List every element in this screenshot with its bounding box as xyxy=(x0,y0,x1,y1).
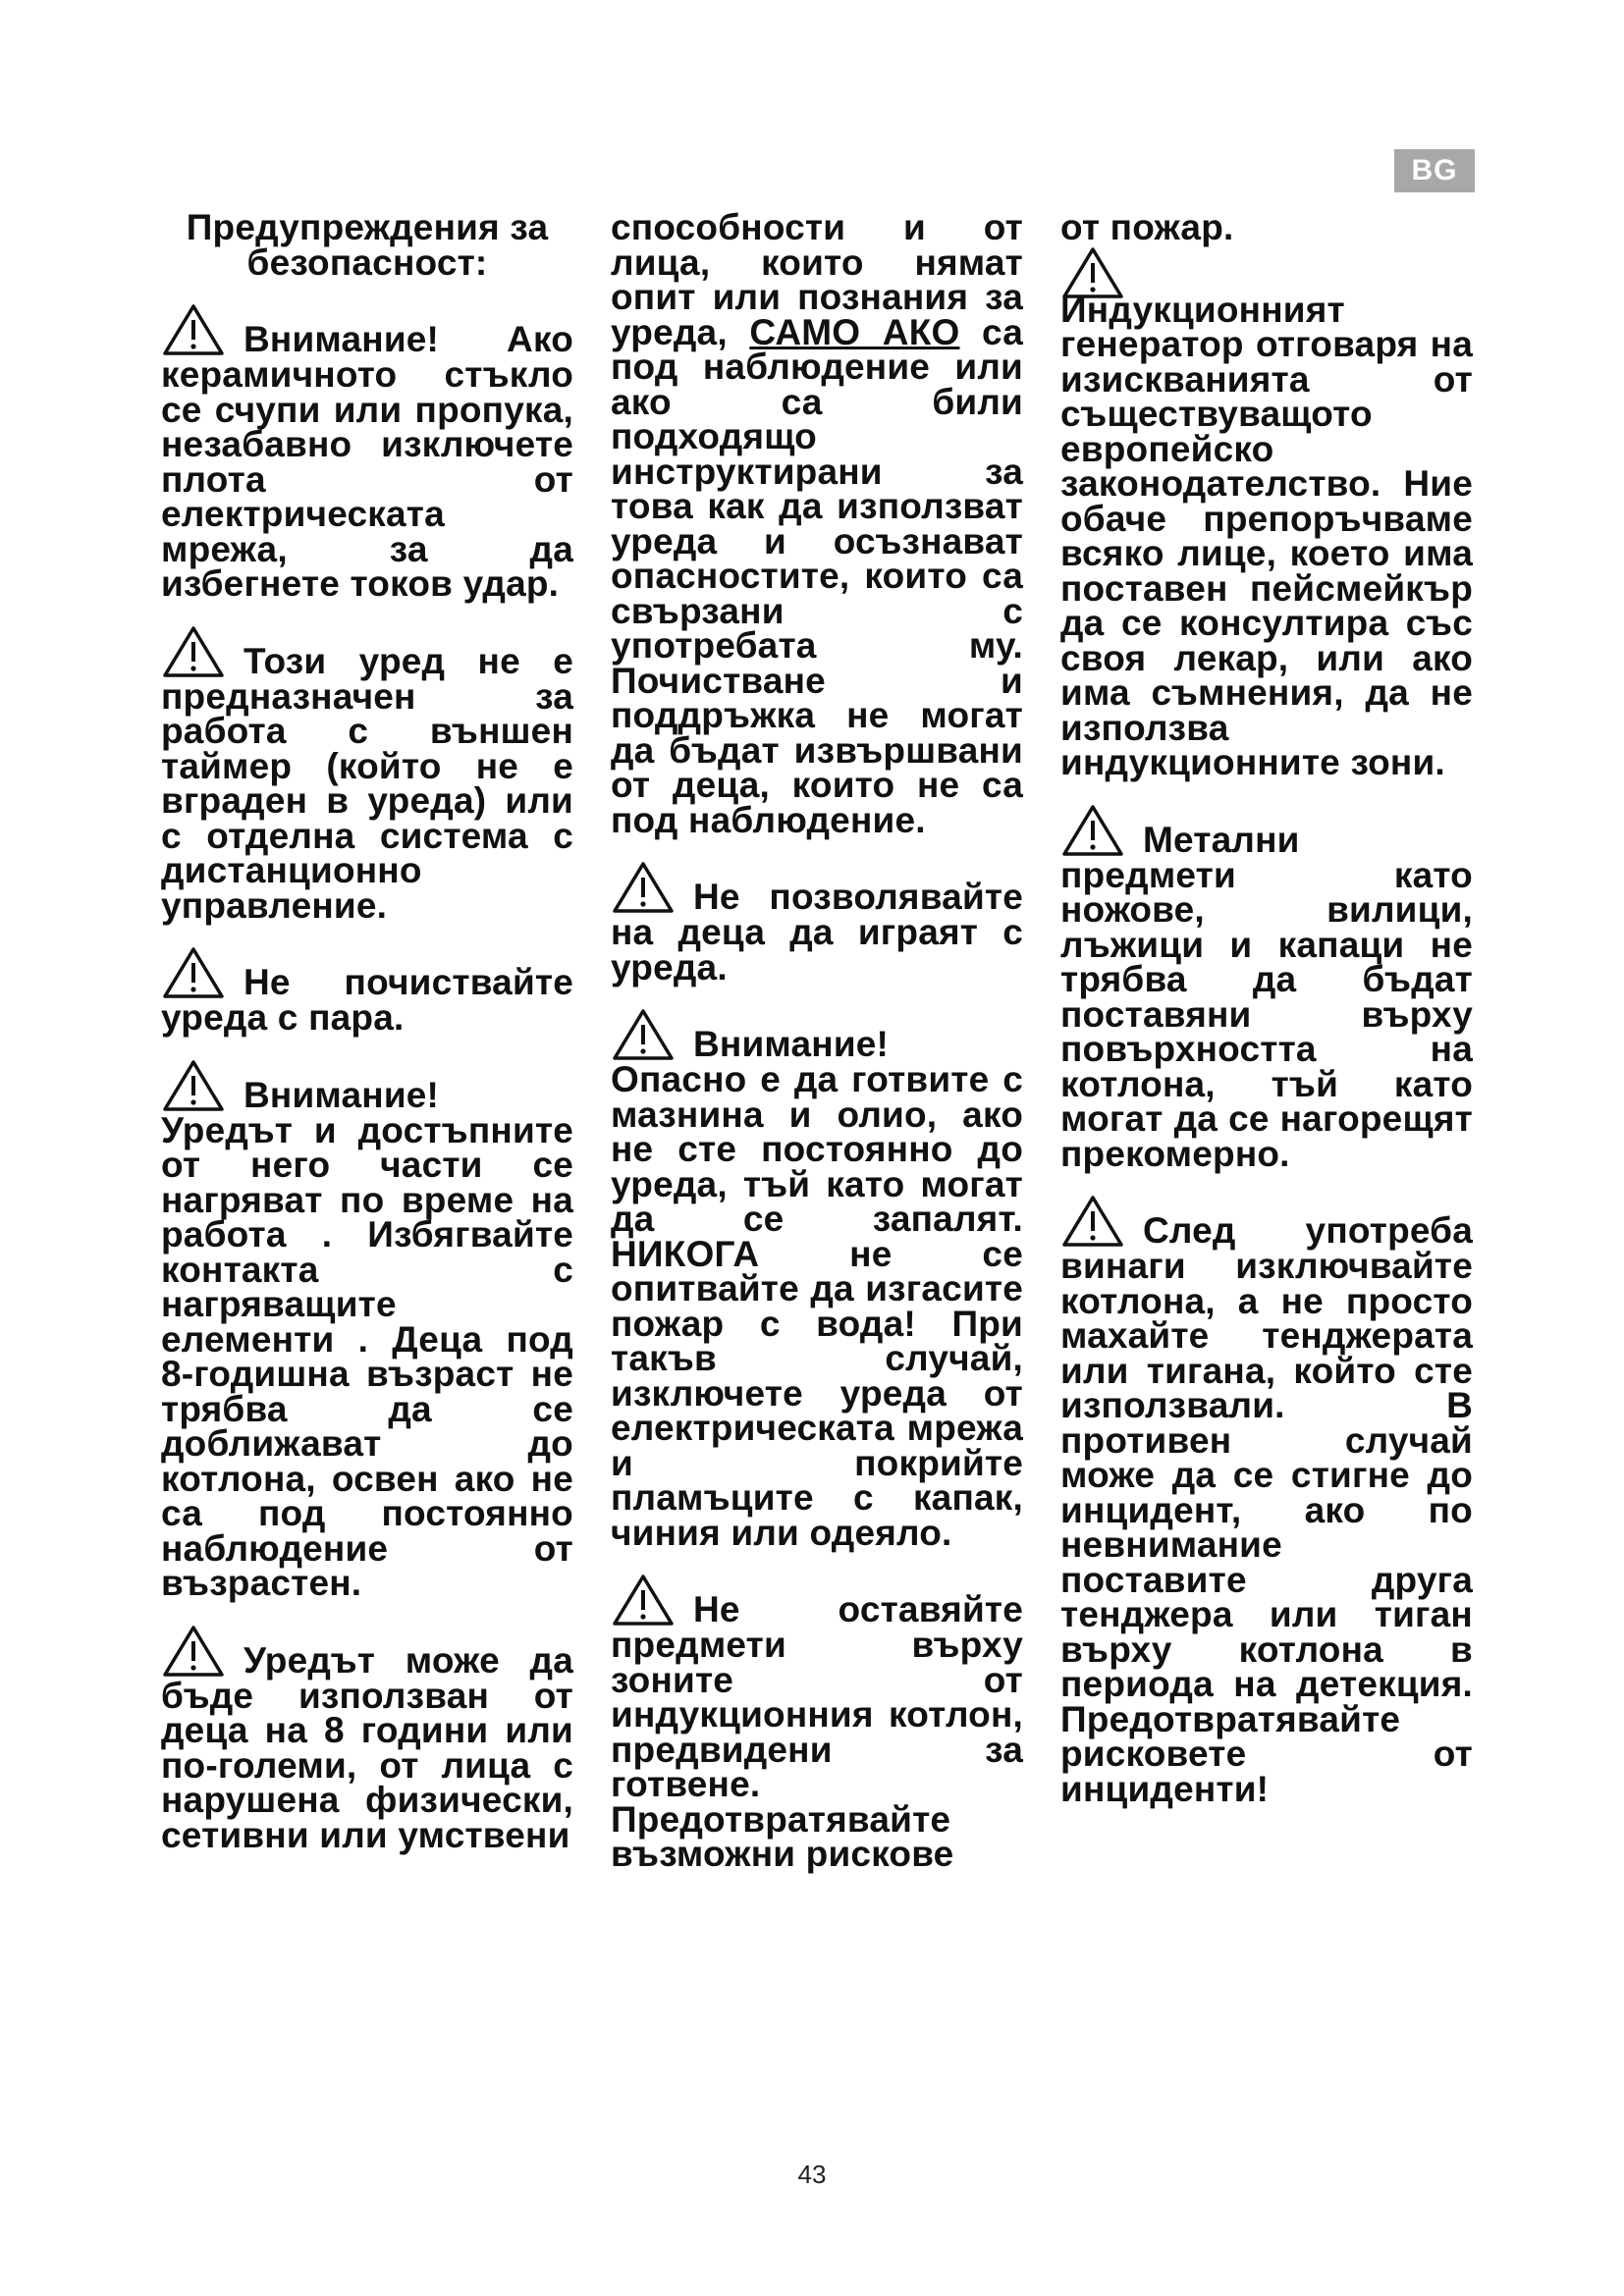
warning-hot-parts xyxy=(161,1058,573,1601)
safety-heading: Предупреждения за безопасност: xyxy=(186,207,549,283)
warning-triangle-icon xyxy=(161,624,226,679)
warning-triangle-icon xyxy=(161,302,226,357)
warning-text: След употреба винаги изключвайте котлона, а не просто махайте тенджерата или тигана, който сте използвали. В противен случай може да се стигне до инцидент, ако по невнимание поставите друга тенджера или тиган върху котлона в периода на детекция. Предотвратявайте рисковете от инциденти! xyxy=(1060,1210,1473,1809)
warning-text: Метални предмети като ножове, вилици, лъжици и капаци не трябва да бъдат поставяни върху повърхността на котлона, тъй като могат да се нагорещят прекомерно. xyxy=(1060,819,1473,1174)
warning-metal-objects xyxy=(1060,803,1473,1172)
warning-triangle-icon xyxy=(611,1007,676,1062)
warning-triangle-icon xyxy=(161,945,226,1000)
warning-glass-crack xyxy=(161,302,573,602)
warning-text: Не позволявайте на деца да играят с уреда. xyxy=(611,877,1023,988)
warning-text: Внимание! Ако керамичното стъкло се счупи или пропука, незабавно изключете плота от електрическата мрежа, за да избегнете токов удар. xyxy=(161,319,573,604)
warning-text: Не оставяйте предмети върху зоните от индукционния котлон, предвидени за готвене. Предотвратявайте възможни рискове xyxy=(611,1589,1023,1874)
icon-line xyxy=(1060,245,1473,291)
column-1 xyxy=(161,207,573,1855)
warning-triangle-icon xyxy=(1060,1194,1125,1249)
text-segment: способности и от лица, които нямат опит или познания за уреда, xyxy=(611,207,1023,352)
warning-text: Уредът може да бъде използван от деца на 8 години или по-големи, от лица с нарушена физически, сетивни или умствени xyxy=(161,1639,573,1855)
page-number: 43 xyxy=(797,2160,827,2189)
warning-switch-off xyxy=(1060,1194,1473,1809)
column-3 xyxy=(1060,207,1473,1809)
underlined-emphasis: САМО АКО xyxy=(749,311,960,352)
warning-external-timer xyxy=(161,624,573,924)
warning-text: Този уред не е предназначен за работа с външен таймер (който не е вграден в уреда) или с отделна система с дистанционно управление. xyxy=(161,640,573,926)
warning-triangle-icon xyxy=(611,860,676,915)
warning-text: Внимание! Уредът и достъпните от него части се нагряват по време на работа . Избягвайте контакта с нагряващите елементи . Деца под 8-годишна възраст не трябва да се доближават до котлона, освен ако не са под постоянно наблюдение от възрастен. xyxy=(161,1074,573,1603)
continuation-supervision xyxy=(611,207,1024,840)
warning-children-play xyxy=(611,860,1023,988)
warning-text: Не почиствайте уреда с пара. xyxy=(161,962,573,1038)
continuation-fire: от пожар. xyxy=(1060,207,1234,247)
language-badge: BG xyxy=(1394,149,1475,192)
warning-text: Индукционният генератор отговаря на изискванията от съществуващото европейско законодателство. Ние обаче препоръчваме всяко лице, което има поставен пейсмейкър да се консултира със своя лекар, или ако има съмнения, да не използва индукционните зони. xyxy=(1060,289,1473,782)
warning-children-use xyxy=(161,1624,573,1853)
warning-pacemaker xyxy=(1060,245,1473,780)
warning-triangle-icon xyxy=(161,1624,226,1679)
warning-oil-fire xyxy=(611,1007,1023,1553)
warning-triangle-icon xyxy=(161,1058,226,1113)
warning-text: Внимание! Опасно е да готвите с мазнина и олио, ако не сте постоянно до уреда, тъй като могат да се запалят. НИКОГА не се опитвайте да изгасите пожар с вода! При такъв случай, изключете уреда от електрическата мрежа и покрийте пламъците с капак, чиния или одеяло. xyxy=(611,1024,1023,1553)
text-segment: са под наблюдение или ако са били подходящо инструктирани за това как да използват уреда и осъзнават опасностите, които са свързани с употребата му. Почистване и поддръжка не могат да бъдат извършвани от деца, които не са под наблюдение. xyxy=(611,311,1024,840)
warning-triangle-icon xyxy=(1060,803,1125,858)
column-2 xyxy=(611,207,1024,1874)
warning-steam-cleaning xyxy=(161,945,573,1036)
warning-triangle-icon xyxy=(611,1573,676,1628)
warning-objects-on-zones xyxy=(611,1573,1023,1872)
